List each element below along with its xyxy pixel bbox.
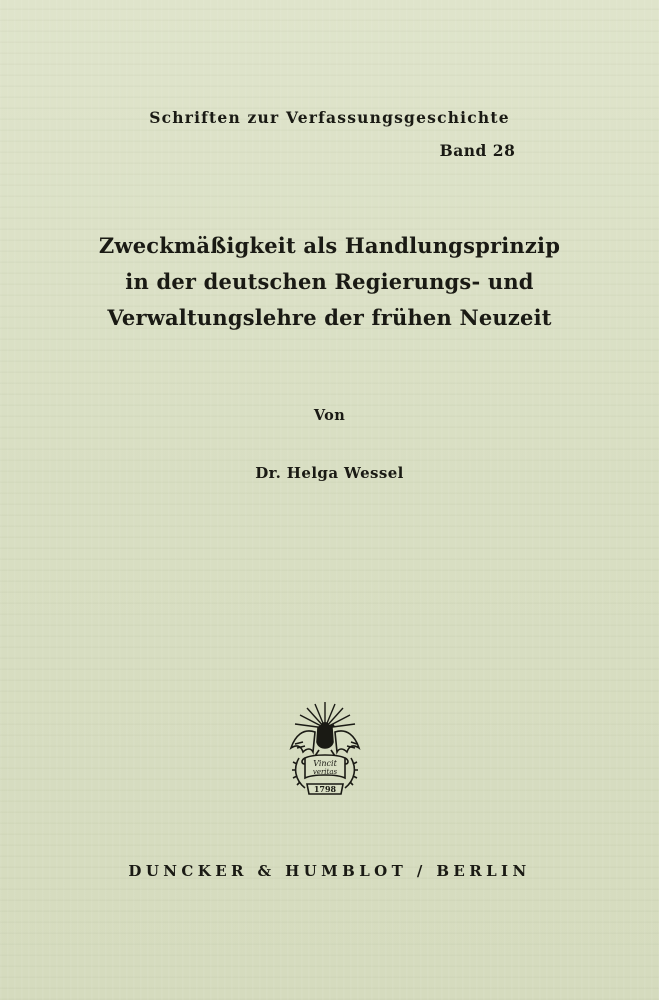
logo-year: 1798 — [313, 784, 337, 794]
by-label: Von — [313, 407, 346, 424]
publisher-imprint: DUNCKER & HUMBLOT / BERLIN — [128, 862, 531, 880]
series-volume: Band 28 — [439, 141, 516, 160]
publisher-eagle-emblem-icon — [285, 698, 365, 802]
series-title: Schriften zur Verfassungsgeschichte — [149, 108, 510, 127]
author-name: Dr. Helga Wessel — [255, 464, 404, 482]
logo-motto-line-2: veritas — [312, 768, 338, 776]
book-title-line-3: Verwaltungslehre der frühen Neuzeit — [107, 305, 552, 330]
book-title — [0, 228, 659, 336]
book-title-line-2: in der deutschen Regierungs- und — [125, 269, 534, 294]
logo-motto-line-1: Vincit — [313, 759, 337, 768]
book-title-line-1: Zweckmäßigkeit als Handlungsprinzip — [98, 233, 561, 258]
